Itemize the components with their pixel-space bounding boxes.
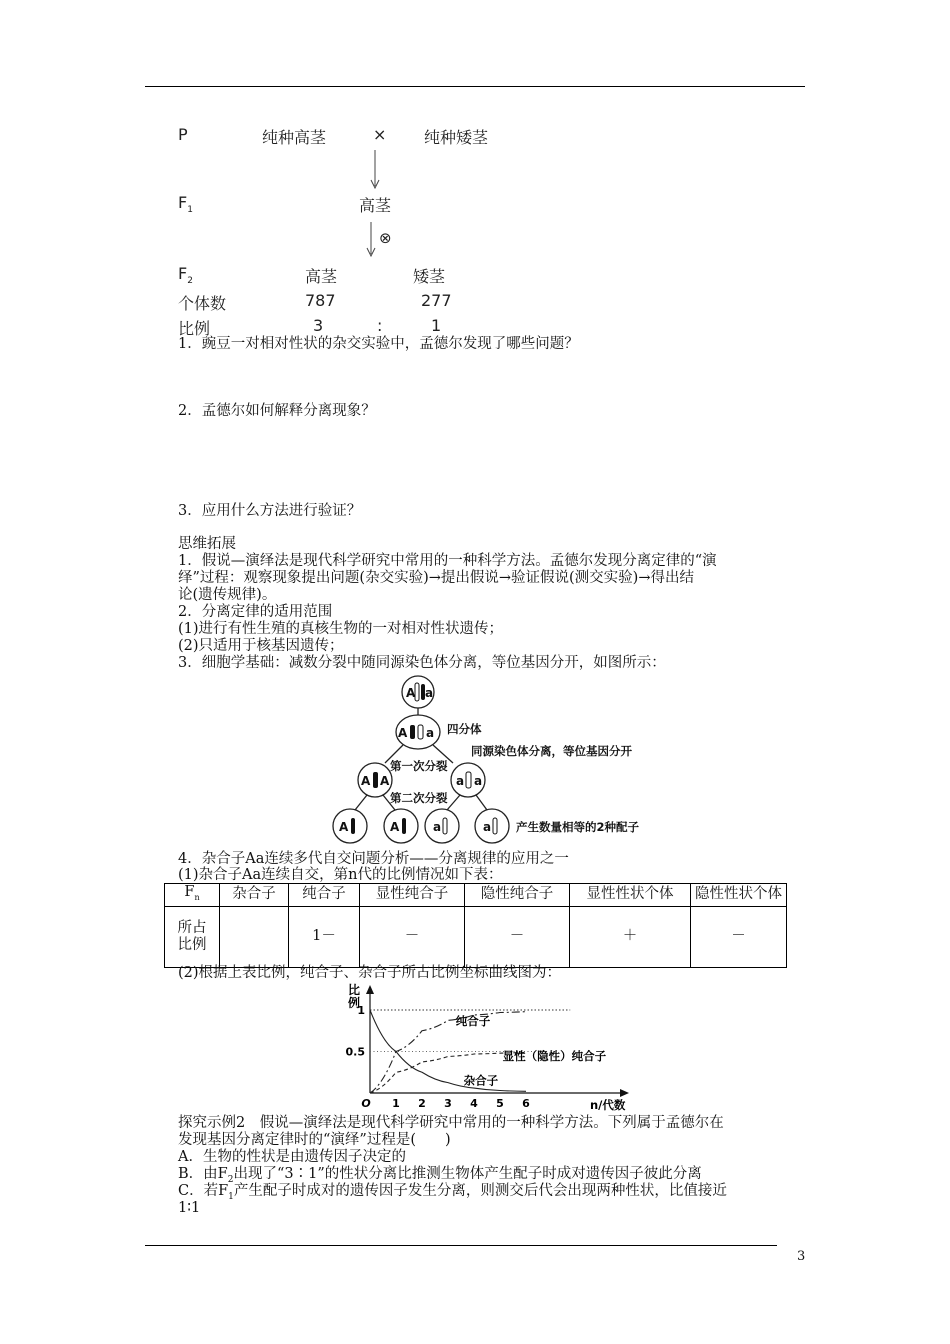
first-division-label: 第一次分裂 — [390, 759, 448, 773]
ratio-table — [164, 883, 787, 968]
allele-label-gamete-2: A — [390, 820, 400, 834]
series-label: 纯合子 — [455, 1013, 491, 1028]
extension-heading: 思维拓展 — [178, 536, 236, 552]
extension-p2-item1: (1)进行有性生殖的真核生物的一对相对性状遗传； — [178, 621, 504, 637]
allele-label-left-A2: A — [380, 774, 390, 788]
header-rule — [145, 86, 805, 87]
origin-label: O — [361, 1097, 371, 1110]
option-c: C．若$F_1$产生配子时成对的遗传因子发生分离，则测交后代会出现两种性状，比值接近 — [178, 1183, 727, 1202]
extension-p1-line1: 1．假说—演绎法是现代科学研究中常用的一种科学方法。孟德尔发现分离定律的“演 — [178, 553, 717, 569]
table-header-fn: $F_n$ — [165, 884, 220, 907]
table-row-label: 所占 比例 — [165, 906, 220, 967]
y-axis-label: 比 — [348, 983, 361, 997]
option-b: B．由$F_2$出现了“3∶1”的性状分离比推测生物体产生配子时成对遗传因子彼此分离 — [178, 1166, 702, 1185]
separation-label: 同源染色体分离，等位基因分开 — [471, 744, 632, 758]
count-short: 277 — [421, 291, 452, 310]
extension-p3: 3．细胞学基础：减数分裂中随同源染色体分离，等位基因分开，如图所示： — [178, 655, 666, 671]
x-tick-label: 5 — [496, 1097, 504, 1110]
times-symbol: × — [373, 125, 387, 144]
table-cell: － — [360, 906, 465, 967]
question-1: 1．豌豆一对相对性状的杂交实验中，孟德尔发现了哪些问题？ — [178, 336, 579, 352]
gamete-4 — [475, 809, 509, 843]
parent1-label: 纯种高茎 — [262, 128, 327, 147]
page-number: 3 — [797, 1249, 806, 1264]
table-cell: ＋ — [570, 906, 691, 967]
ratio-colon: : — [377, 316, 383, 335]
allele-label-tetrad-A: A — [398, 726, 408, 740]
self-fertilization-icon: ⊗ — [379, 229, 392, 247]
table-header-cell: 显性性状个体 — [570, 884, 691, 907]
y-axis-label: 例 — [348, 996, 361, 1010]
allele-label-gamete-1: A — [339, 820, 349, 834]
ratio-label: 比例 — [178, 319, 211, 338]
gamete-3 — [425, 809, 459, 843]
series-label: 显性（隐性）纯合子 — [502, 1048, 607, 1063]
f2-label: $F_2$ — [178, 264, 193, 287]
ratio-tall: 3 — [313, 316, 324, 335]
table-header-cell: 隐性性状个体 — [691, 884, 787, 907]
y-tick-label: 0.5 — [345, 1045, 365, 1059]
table-cell: － — [465, 906, 570, 967]
table-header-row — [165, 884, 787, 907]
x-axis-arrow-icon — [620, 1089, 629, 1097]
section4-sub2: (2)根据上表比例，纯合子、杂合子所占比例坐标曲线图为： — [178, 965, 562, 981]
meiosis-diagram — [325, 673, 665, 848]
table-header-cell: 纯合子 — [289, 884, 360, 907]
x-tick-label: 6 — [522, 1097, 530, 1110]
table-cell: － — [691, 906, 787, 967]
x-axis-label: n/代数 — [590, 1098, 626, 1112]
table-header-cell: 杂合子 — [220, 884, 289, 907]
series-label: 杂合子 — [463, 1073, 499, 1088]
section4-title: 4．杂合子Aa连续多代自交问题分析——分离规律的应用之一 — [178, 851, 569, 867]
y-axis-arrow-icon — [366, 985, 374, 994]
arrow-down-icon — [365, 148, 385, 192]
extension-p1-line3: 论(遗传规律)。 — [178, 587, 277, 603]
ratio-short: 1 — [431, 316, 442, 335]
option-a: A．生物的性状是由遗传因子决定的 — [178, 1149, 406, 1165]
example-line2: 发现基因分离定律时的“演绎”过程是( ) — [178, 1132, 451, 1148]
x-tick-label: 2 — [418, 1097, 426, 1110]
table-header-cell: 隐性纯合子 — [465, 884, 570, 907]
ratio-curve-chart — [340, 982, 660, 1122]
p-label: P — [178, 125, 188, 144]
question-2: 2．孟德尔如何解释分离现象？ — [178, 403, 376, 419]
allele-label-parent-A: A — [406, 686, 416, 700]
count-tall: 787 — [305, 291, 336, 310]
option-c-line2: 1∶1 — [178, 1200, 201, 1216]
allele-label-right-a: a — [456, 774, 465, 788]
allele-label-left-A: A — [361, 774, 371, 788]
count-label: 个体数 — [178, 294, 227, 313]
footer-rule — [145, 1245, 777, 1246]
table-row — [165, 906, 787, 967]
f2-trait-tall: 高茎 — [305, 267, 338, 286]
section4-sub1: (1)杂合子Aa连续自交，第n代的比例情况如下表： — [178, 867, 503, 883]
tetrad-label: 四分体 — [447, 722, 482, 736]
example-line1: 探究示例2 假说—演绎法是现代科学研究中常用的一种科学方法。下列属于孟德尔在 — [178, 1115, 724, 1131]
y-tick-label: 1 — [357, 1004, 365, 1017]
f2-trait-short: 矮茎 — [413, 267, 446, 286]
extension-p2-item2: (2)只适用于核基因遗传； — [178, 638, 344, 654]
gametes-label: 产生数量相等的2种配子 — [516, 820, 640, 834]
table-header-cell: 显性纯合子 — [360, 884, 465, 907]
parent2-label: 纯种矮茎 — [424, 128, 489, 147]
f1-trait: 高茎 — [359, 196, 392, 215]
allele-label-gamete-4: a — [483, 820, 492, 834]
x-tick-label: 1 — [392, 1097, 400, 1110]
table-cell: 1－ — [289, 906, 360, 967]
allele-label-right-a2: a — [474, 774, 483, 788]
f1-label: $F_1$ — [178, 193, 193, 216]
second-division-label: 第二次分裂 — [390, 791, 448, 805]
extension-p2: 2．分离定律的适用范围 — [178, 604, 333, 620]
x-tick-label: 4 — [470, 1097, 478, 1110]
question-3: 3．应用什么方法进行验证？ — [178, 503, 362, 519]
allele-label-parent-a: a — [425, 686, 434, 700]
table-cell — [220, 906, 289, 967]
allele-label-tetrad-a: a — [426, 726, 435, 740]
extension-p1-line2: 绎”过程：观察现象提出问题(杂交实验)→提出假说→验证假说(测交实验)→得出结 — [178, 570, 694, 586]
allele-label-gamete-3: a — [433, 820, 442, 834]
x-tick-label: 3 — [444, 1097, 452, 1110]
